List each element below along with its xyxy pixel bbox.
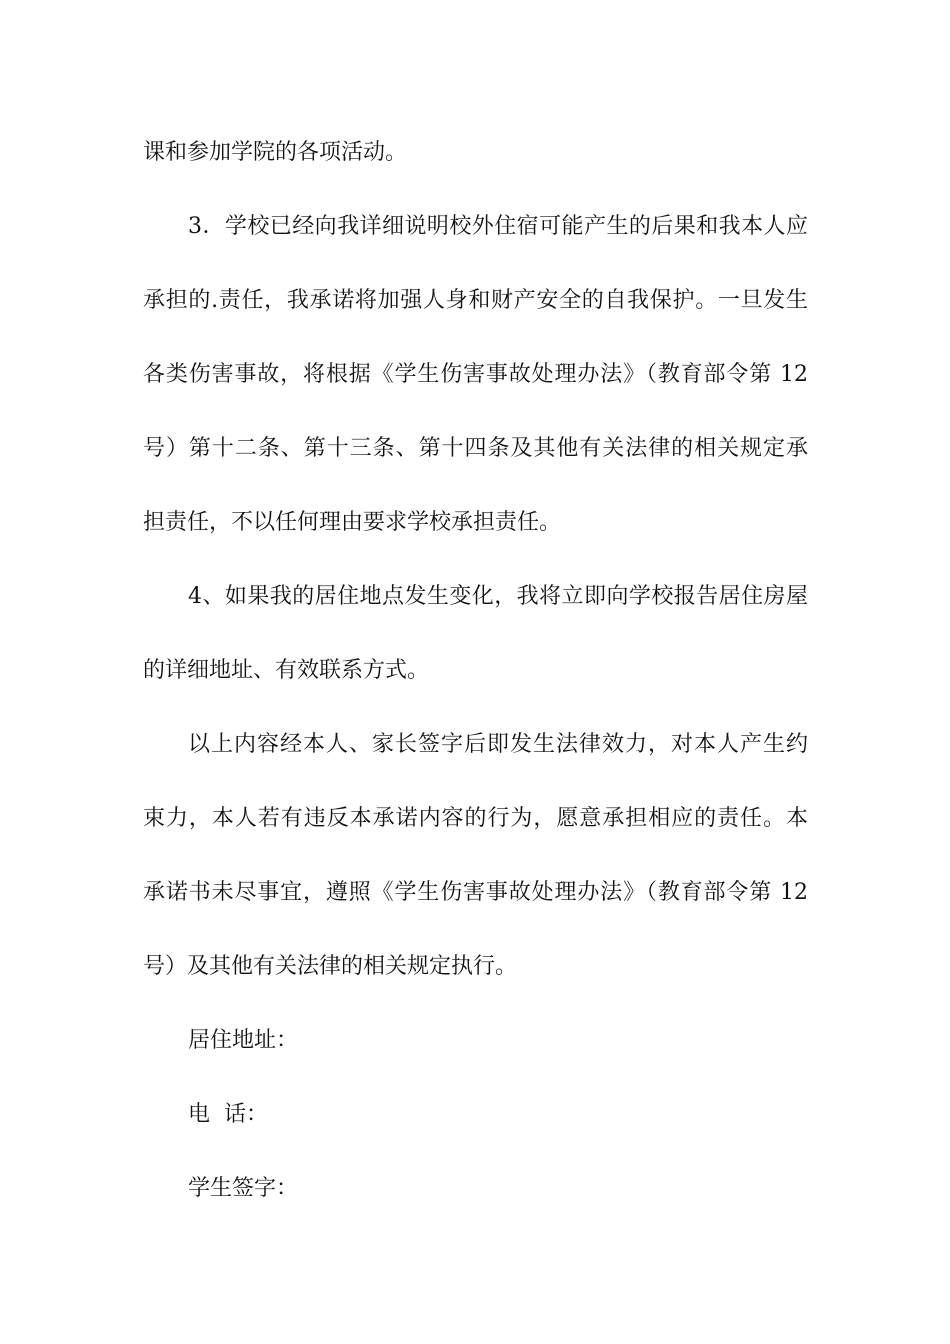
address-label: 居住地址： (188, 1028, 299, 1053)
clause-3-line-3: 各类伤害事故，将根据《学生伤害事故处理办法》（教育部令第 12 (143, 362, 808, 387)
paragraph-2-line-3: 课和参加学院的各项活动。 (143, 140, 408, 165)
student-signature-label: 学生签字： (188, 1176, 299, 1201)
clause-4-line-2: 的详细地址、有效联系方式。 (143, 658, 430, 683)
clause-3-line-1: 3．学校已经向我详细说明校外住宿可能产生的后果和我本人应 (188, 214, 808, 239)
clause-3-line-4: 号）第十二条、第十三条、第十四条及其他有关法律的相关规定承 (143, 436, 808, 461)
clause-4-line-1: 4、如果我的居住地点发生变化，我将立即向学校报告居住房屋 (188, 584, 808, 609)
summary-line-2: 束力，本人若有违反本承诺内容的行为，愿意承担相应的责任。本 (143, 806, 808, 831)
clause-3-line-2: 承担的.责任，我承诺将加强人身和财产安全的自我保护。一旦发生 (143, 288, 808, 313)
clause-3-line-5: 担责任，不以任何理由要求学校承担责任。 (143, 510, 562, 535)
summary-line-4: 号）及其他有关法律的相关规定执行。 (143, 954, 518, 979)
summary-line-3: 承诺书未尽事宜，遵照《学生伤害事故处理办法》（教育部令第 12 (143, 880, 808, 905)
phone-label: 电 话： (188, 1102, 268, 1127)
summary-line-1: 以上内容经本人、家长签字后即发生法律效力，对本人产生约 (188, 732, 808, 757)
